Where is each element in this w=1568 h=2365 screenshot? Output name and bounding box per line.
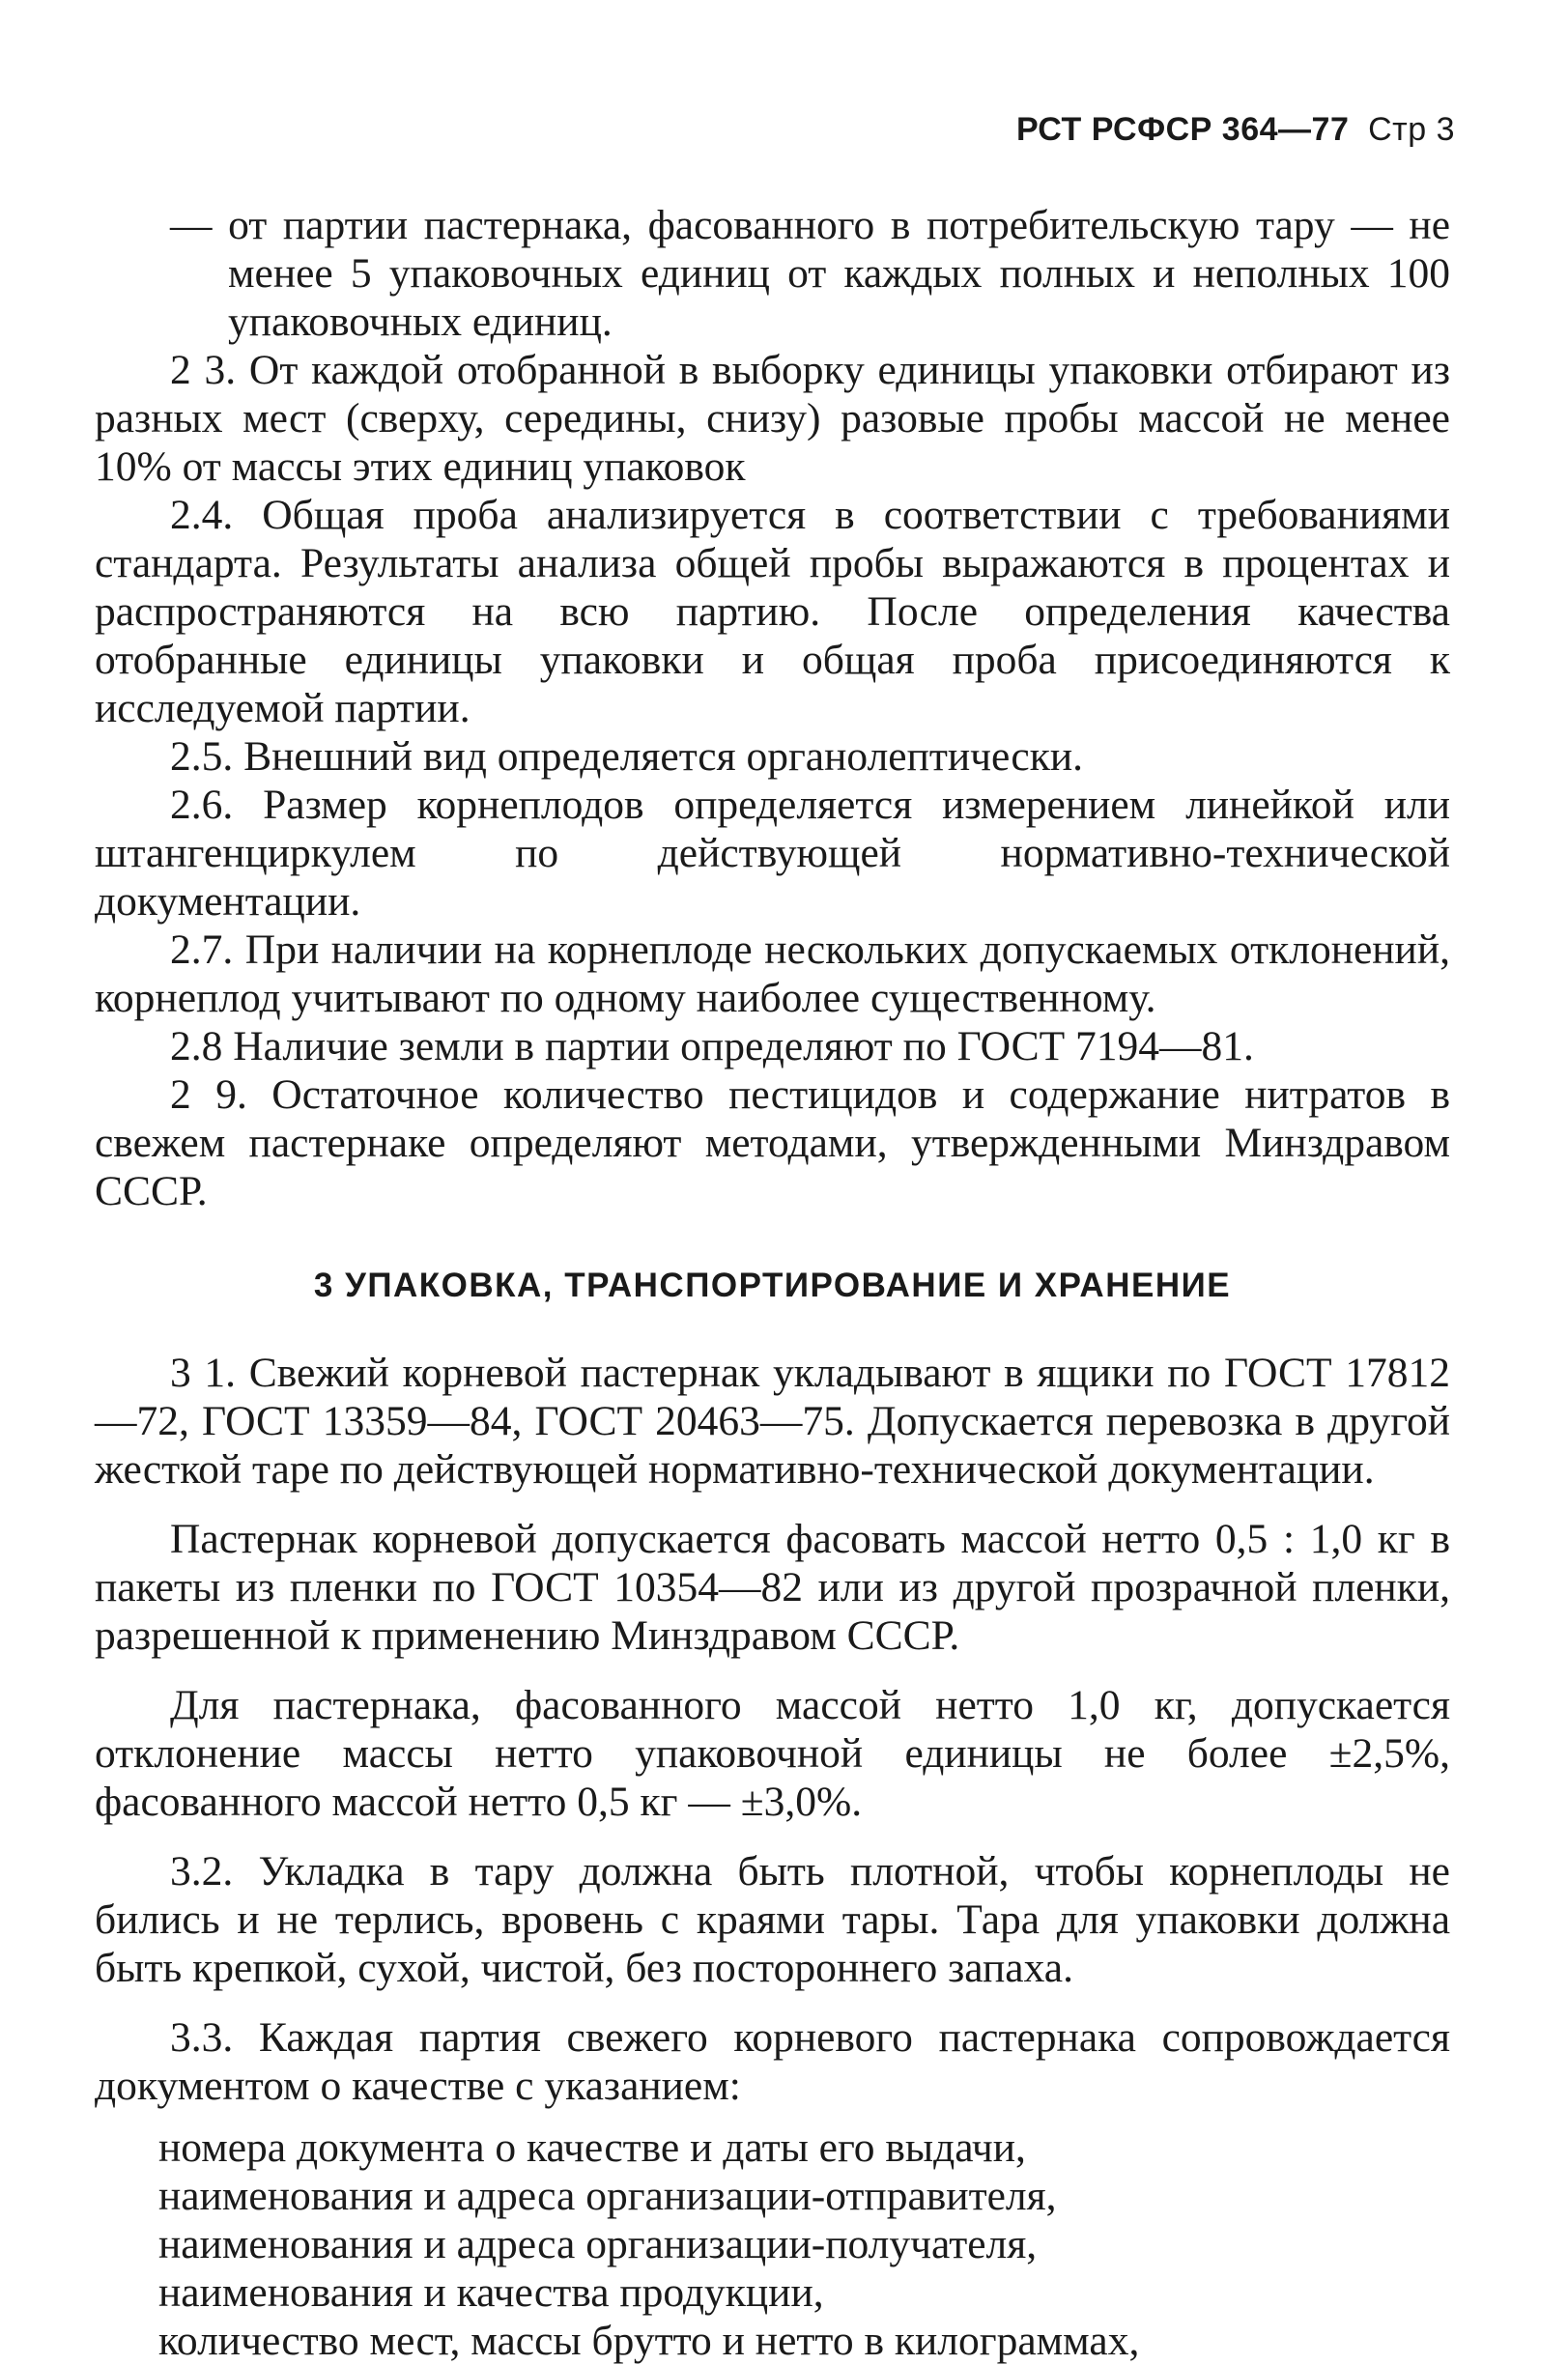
document-body: [95, 201, 1450, 2365]
sampling-dash-item: — от партии пастернака, фасованного в потребительскую тару — не менее 5 упаковочных единиц от каждых полных и неполных 100 упаковочных единиц.: [170, 202, 1450, 345]
paragraph-3-1-tolerance: Для пастернака, фасованного массой нетто 1,0 кг, допускается отклонение массы нетто упаковочной единицы не более ±2,5%, фасованного массой нетто 0,5 кг — ±3,0%.: [95, 1682, 1450, 1825]
page-number: Стр 3: [1368, 111, 1455, 148]
list-item: наименования и адреса организации-отправителя,: [158, 2173, 1057, 2219]
list-item: наименования и адреса организации-получателя,: [158, 2221, 1038, 2267]
paragraph-2-5: 2.5. Внешний вид определяется органолептически.: [170, 733, 1084, 780]
document-fields-list: [158, 2123, 1450, 2365]
paragraph-2-9: 2 9. Остаточное количество пестицидов и содержание нитратов в свежем пастернаке определяют методами, утвержденными Минздравом СССР.: [95, 1071, 1450, 1214]
paragraph-2-3: 2 3. От каждой отобранной в выборку единицы упаковки отбирают из разных мест (сверху, середины, снизу) разовые пробы массой не менее 10% от массы этих единиц упаковок: [95, 347, 1450, 490]
page-header: [1016, 108, 1455, 150]
paragraph-3-1-packing: Пастернак корневой допускается фасовать массой нетто 0,5 : 1,0 кг в пакеты из пленки по ГОСТ 10354—82 или из другой прозрачной пленки, разрешенной к применению Минздравом СССР.: [95, 1516, 1450, 1659]
paragraph-3-2: 3.2. Укладка в тару должна быть плотной, чтобы корнеплоды не бились и не терлись, вровень с краями тары. Тара для упаковки должна быть крепкой, сухой, чистой, без постороннего запаха.: [95, 1848, 1450, 1991]
list-item: номера документа о качестве и даты его выдачи,: [158, 2124, 1026, 2171]
standard-code: РСТ РСФСР 364—77: [1015, 111, 1350, 148]
paragraph-2-7: 2.7. При наличии на корнеплоде нескольких допускаемых отклонений, корнеплод учитывают по одному наиболее существенному.: [95, 926, 1450, 1021]
section-title: 3 УПАКОВКА, ТРАНСПОРТИРОВАНИЕ И ХРАНЕНИЕ: [313, 1267, 1232, 1304]
list-item: наименования и качества продукции,: [158, 2269, 824, 2316]
paragraph-2-6: 2.6. Размер корнеплодов определяется измерением линейкой или штангенциркулем по действующей нормативно-технической документации.: [95, 782, 1450, 925]
paragraph-2-8: 2.8 Наличие земли в партии определяют по ГОСТ 7194—81.: [170, 1023, 1254, 1069]
paragraph-3-1: 3 1. Свежий корневой пастернак укладывают в ящики по ГОСТ 17812—72, ГОСТ 13359—84, ГОСТ 20463—75. Допускается перевозка в другой жесткой таре по действующей нормативно-технической документации.: [95, 1350, 1450, 1493]
list-item: количество мест, массы брутто и нетто в килограммах,: [158, 2318, 1140, 2364]
paragraph-2-4: 2.4. Общая проба анализируется в соответствии с требованиями стандарта. Результаты анализа общей пробы выражаются в процентах и распространяются на всю партию. После определения качества отобранные единицы упаковки и общая проба присоединяются к исследуемой партии.: [95, 492, 1450, 731]
paragraph-3-3: 3.3. Каждая партия свежего корневого пастернака сопровождается документом о качестве с указанием:: [95, 2014, 1450, 2109]
